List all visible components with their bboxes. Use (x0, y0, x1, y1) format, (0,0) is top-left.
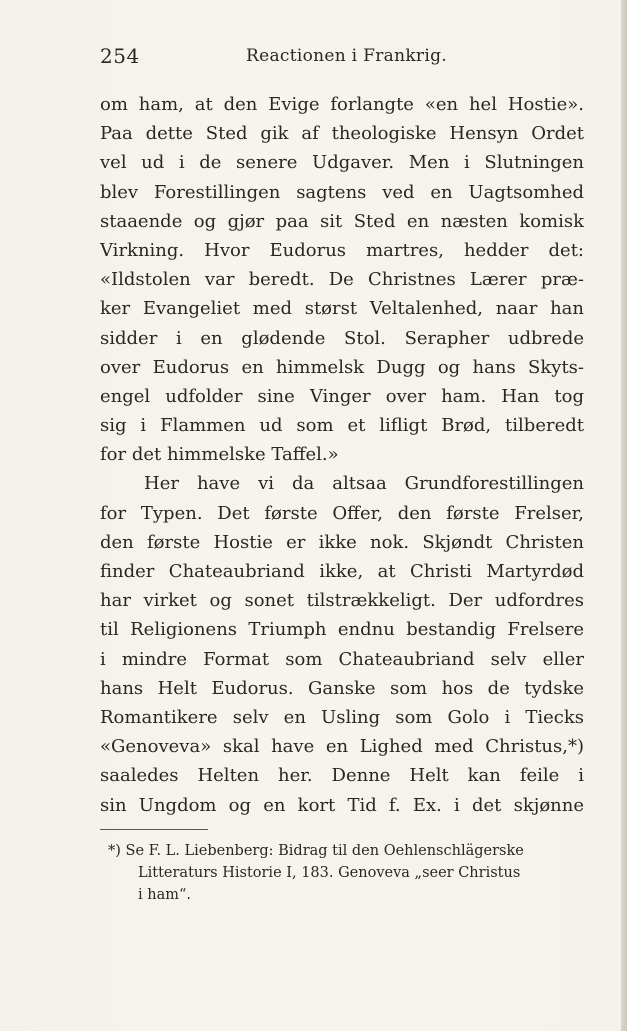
text-line: om ham, at den Evige forlangte «en hel Hostie». (100, 94, 584, 115)
text-line: blev Forestillingen sagtens ved en Uagtsomhed (100, 181, 584, 203)
text-line: ker Evangeliet med størst Veltalenhed, naar han (100, 298, 584, 320)
text-line: sin Ungdom og en kort Tid f. Ex. i det skjønne (100, 794, 584, 816)
text-line: finder Chateaubriand ikke, at Christi Martyrdød (100, 561, 584, 582)
footnote-line: Litteraturs Historie I, 183. Genoveva „seer Christus (138, 865, 521, 881)
text-line: Romantikere selv en Usling som Golo i Tiecks (100, 706, 584, 728)
text-line: «Genoveva» skal have en Lighed med Christus,*) (100, 736, 584, 758)
body-text (100, 90, 584, 820)
text-line: sig i Flammen ud som et lifligt Brød, tilberedt (100, 415, 584, 437)
page-number: 254 (100, 44, 140, 68)
text-line-indented: Her have vi da altsaa Grundforestillingen (144, 473, 584, 495)
text-line: Virkning. Hvor Eudorus martres, hedder det: (100, 239, 584, 261)
page-edge (621, 0, 627, 1031)
page-header (100, 44, 584, 74)
text-line: for det himmelske Taffel.» (100, 444, 339, 466)
text-line: har virket og sonet tilstrækkeligt. Der udfordres (100, 590, 584, 612)
text-line: saaledes Helten her. Denne Helt kan feile i (100, 765, 584, 787)
text-line: sidder i en glødende Stol. Serapher udbrede (100, 327, 584, 349)
text-line: hans Helt Eudorus. Ganske som hos de tydske (100, 677, 584, 699)
text-line: vel ud i de senere Udgaver. Men i Slutningen (100, 152, 584, 174)
text-line: for Typen. Det første Offer, den første Frelser, (100, 502, 584, 524)
footnote-line: *) Se F. L. Liebenberg: Bidrag til den Oehlenschlägerske (108, 843, 524, 859)
text-line: «Ildstolen var beredt. De Christnes Lærer præ- (100, 269, 584, 291)
text-line: i mindre Format som Chateaubriand selv eller (100, 648, 584, 670)
text-line: til Religionens Triumph endnu bestandig Frelsere (100, 619, 584, 641)
text-line: den første Hostie er ikke nok. Skjøndt Christen (100, 531, 584, 553)
footnote-rule (100, 829, 208, 830)
running-head: Reactionen i Frankrig. (246, 46, 447, 66)
text-line: engel udfolder sine Vinger over ham. Han tog (100, 385, 584, 407)
text-line: over Eudorus en himmelsk Dugg og hans Skyts- (100, 356, 584, 378)
text-line: Paa dette Sted gik af theologiske Hensyn Ordet (100, 123, 584, 145)
footnote-line: i ham“. (138, 887, 192, 903)
footnote (100, 840, 584, 906)
text-line: staaende og gjør paa sit Sted en næsten komisk (100, 210, 584, 232)
